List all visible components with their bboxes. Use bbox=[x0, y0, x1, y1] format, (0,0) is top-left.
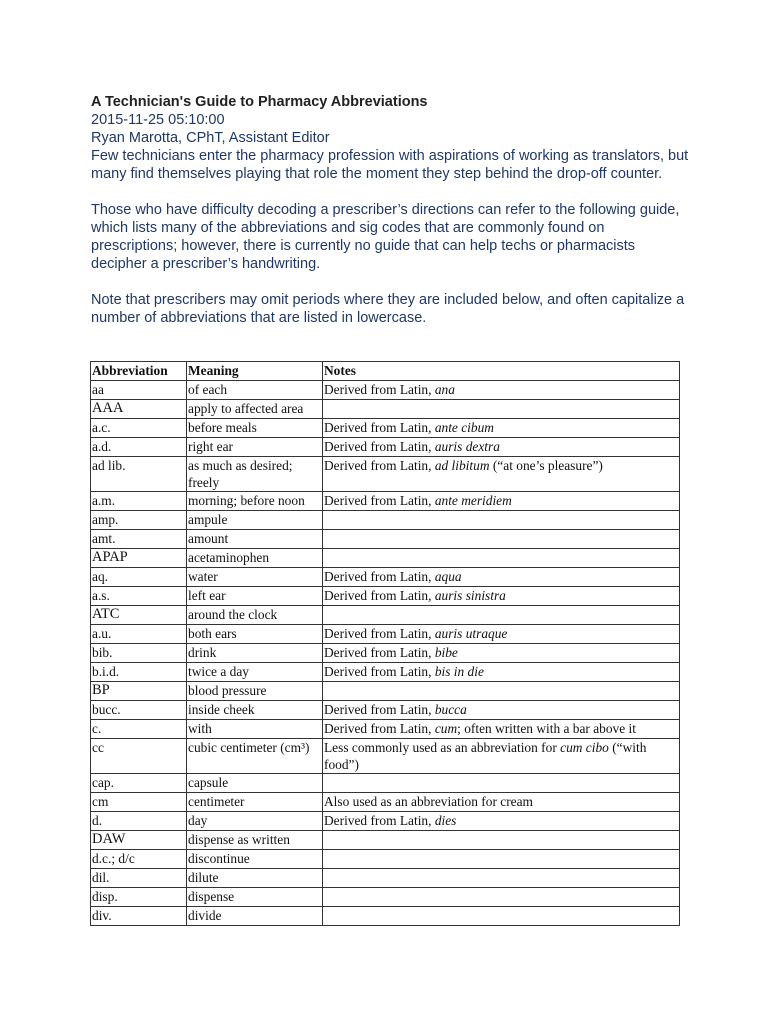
meaning-cell: right ear bbox=[187, 438, 323, 457]
meaning-cell: drink bbox=[187, 644, 323, 663]
meaning-cell: dispense as written bbox=[187, 831, 323, 850]
table-row bbox=[91, 381, 680, 400]
meaning-cell: divide bbox=[187, 907, 323, 926]
table-row bbox=[91, 400, 680, 419]
meaning-cell: with bbox=[187, 720, 323, 739]
meaning-cell: ampule bbox=[187, 511, 323, 530]
meaning-cell: blood pressure bbox=[187, 682, 323, 701]
meaning-cell: left ear bbox=[187, 587, 323, 606]
note-latin-term: auris sinistra bbox=[434, 588, 506, 603]
note-text: Derived from Latin, bbox=[324, 664, 435, 679]
meaning-cell: cubic centimeter (cm³) bbox=[187, 739, 323, 774]
note-text-suffix: (“at one’s pleasure”) bbox=[489, 458, 603, 473]
notes-cell bbox=[323, 511, 680, 530]
table-row bbox=[91, 888, 680, 907]
abbreviation-cell: c. bbox=[91, 720, 187, 739]
abbreviation-cell: cm bbox=[91, 793, 187, 812]
note-text: Less commonly used as an abbreviation for bbox=[324, 740, 561, 755]
abbreviation-cell: AAA bbox=[91, 400, 187, 419]
table-row bbox=[91, 457, 680, 492]
abbreviation-cell: a.d. bbox=[91, 438, 187, 457]
abbreviation-cell: aq. bbox=[91, 568, 187, 587]
table-row bbox=[91, 663, 680, 682]
note-latin-term: bucca bbox=[434, 702, 467, 717]
note-text-suffix: (“with food”) bbox=[324, 740, 647, 772]
table-row bbox=[91, 549, 680, 568]
header-abbreviation: Abbreviation bbox=[91, 362, 187, 381]
table-row bbox=[91, 850, 680, 869]
note-latin-term: aqua bbox=[434, 569, 462, 584]
notes-cell bbox=[323, 682, 680, 701]
note-text: Derived from Latin, bbox=[324, 569, 435, 584]
notes-cell bbox=[323, 720, 680, 739]
meaning-cell: apply to affected area bbox=[187, 400, 323, 419]
note-text: Derived from Latin, bbox=[324, 626, 435, 641]
meaning-cell: around the clock bbox=[187, 606, 323, 625]
notes-cell bbox=[323, 793, 680, 812]
note-text: Derived from Latin, bbox=[324, 382, 435, 397]
abbreviation-cell: a.m. bbox=[91, 492, 187, 511]
meaning-cell: before meals bbox=[187, 419, 323, 438]
abbreviation-cell: a.u. bbox=[91, 625, 187, 644]
abbreviation-cell: cc bbox=[91, 739, 187, 774]
meaning-cell: capsule bbox=[187, 774, 323, 793]
table-row bbox=[91, 793, 680, 812]
meaning-cell: morning; before noon bbox=[187, 492, 323, 511]
abbreviation-cell: ATC bbox=[91, 606, 187, 625]
table-row bbox=[91, 438, 680, 457]
notes-cell bbox=[323, 587, 680, 606]
note-paragraph: Note that prescribers may omit periods where they are included below, and often capitalize a number of abbreviations that are listed in lowercase. bbox=[91, 292, 685, 326]
meaning-cell: dispense bbox=[187, 888, 323, 907]
table-header-row bbox=[91, 362, 680, 381]
table-row bbox=[91, 682, 680, 701]
note-latin-term: dies bbox=[434, 813, 457, 828]
abbreviation-cell: d. bbox=[91, 812, 187, 831]
article-author: Ryan Marotta, CPhT, Assistant Editor bbox=[91, 130, 330, 146]
notes-cell bbox=[323, 457, 680, 492]
notes-cell bbox=[323, 831, 680, 850]
notes-cell bbox=[323, 663, 680, 682]
notes-cell bbox=[323, 492, 680, 511]
note-latin-term: ante meridiem bbox=[434, 493, 512, 508]
table-row bbox=[91, 606, 680, 625]
note-text: Also used as an abbreviation for cream bbox=[324, 794, 533, 809]
abbreviation-cell: aa bbox=[91, 381, 187, 400]
abbreviation-table bbox=[90, 361, 680, 926]
notes-cell bbox=[323, 774, 680, 793]
note-latin-term: bibe bbox=[434, 645, 458, 660]
notes-cell bbox=[323, 530, 680, 549]
article-date: 2015-11-25 05:10:00 bbox=[91, 112, 225, 128]
abbreviation-cell: dil. bbox=[91, 869, 187, 888]
notes-cell bbox=[323, 606, 680, 625]
article-title: A Technician's Guide to Pharmacy Abbreviations bbox=[91, 94, 428, 110]
table-row bbox=[91, 869, 680, 888]
abbreviation-cell: DAW bbox=[91, 831, 187, 850]
header-meaning: Meaning bbox=[187, 362, 323, 381]
meaning-cell: day bbox=[187, 812, 323, 831]
notes-cell bbox=[323, 850, 680, 869]
notes-cell bbox=[323, 888, 680, 907]
meaning-cell: twice a day bbox=[187, 663, 323, 682]
meaning-cell: water bbox=[187, 568, 323, 587]
abbreviation-cell: ad lib. bbox=[91, 457, 187, 492]
guide-paragraph: Those who have difficulty decoding a prescriber’s directions can refer to the following guide, which lists many of the abbreviations and sig codes that are commonly found on prescriptions; however, there is currently no guide that can help techs or pharmacists decipher a prescriber’s handwriting. bbox=[91, 202, 680, 272]
intro-paragraph: Few technicians enter the pharmacy profession with aspirations of working as translators, but many find themselves playing that role the moment they step behind the drop-off counter. bbox=[91, 148, 689, 182]
abbreviation-cell: a.c. bbox=[91, 419, 187, 438]
note-text: Derived from Latin, bbox=[324, 588, 435, 603]
abbreviation-cell: b.i.d. bbox=[91, 663, 187, 682]
table-row bbox=[91, 739, 680, 774]
notes-cell bbox=[323, 644, 680, 663]
note-latin-term: ad libitum bbox=[434, 458, 490, 473]
note-text: Derived from Latin, bbox=[324, 813, 435, 828]
table-row bbox=[91, 812, 680, 831]
abbreviation-cell: amt. bbox=[91, 530, 187, 549]
note-latin-term: auris utraque bbox=[434, 626, 508, 641]
meaning-cell: both ears bbox=[187, 625, 323, 644]
note-latin-term: auris dextra bbox=[434, 439, 500, 454]
table-body bbox=[91, 381, 680, 926]
note-latin-term: bis in die bbox=[434, 664, 484, 679]
meaning-cell: acetaminophen bbox=[187, 549, 323, 568]
abbreviation-cell: disp. bbox=[91, 888, 187, 907]
meaning-cell: dilute bbox=[187, 869, 323, 888]
meaning-cell: of each bbox=[187, 381, 323, 400]
table-row bbox=[91, 907, 680, 926]
table-row bbox=[91, 530, 680, 549]
abbreviation-cell: bucc. bbox=[91, 701, 187, 720]
table-row bbox=[91, 587, 680, 606]
note-text: Derived from Latin, bbox=[324, 420, 435, 435]
notes-cell bbox=[323, 419, 680, 438]
note-text: Derived from Latin, bbox=[324, 439, 435, 454]
abbreviation-cell: bib. bbox=[91, 644, 187, 663]
note-latin-term: ana bbox=[434, 382, 455, 397]
note-text: Derived from Latin, bbox=[324, 458, 435, 473]
note-text-suffix: ; often written with a bar above it bbox=[457, 721, 636, 736]
abbreviation-cell: amp. bbox=[91, 511, 187, 530]
abbreviation-cell: a.s. bbox=[91, 587, 187, 606]
notes-cell bbox=[323, 701, 680, 720]
abbreviation-cell: BP bbox=[91, 682, 187, 701]
note-text: Derived from Latin, bbox=[324, 493, 435, 508]
table-row bbox=[91, 644, 680, 663]
note-text: Derived from Latin, bbox=[324, 721, 435, 736]
note-latin-term: cum bbox=[434, 721, 458, 736]
table-row bbox=[91, 831, 680, 850]
meaning-cell: centimeter bbox=[187, 793, 323, 812]
note-text: Derived from Latin, bbox=[324, 702, 435, 717]
table-row bbox=[91, 511, 680, 530]
meaning-cell: discontinue bbox=[187, 850, 323, 869]
notes-cell bbox=[323, 549, 680, 568]
notes-cell bbox=[323, 869, 680, 888]
header-notes: Notes bbox=[323, 362, 680, 381]
notes-cell bbox=[323, 907, 680, 926]
table-row bbox=[91, 419, 680, 438]
notes-cell bbox=[323, 400, 680, 419]
note-text: Derived from Latin, bbox=[324, 645, 435, 660]
notes-cell bbox=[323, 381, 680, 400]
article-header bbox=[91, 93, 691, 327]
meaning-cell: as much as desired; freely bbox=[187, 457, 323, 492]
notes-cell bbox=[323, 568, 680, 587]
meaning-cell: amount bbox=[187, 530, 323, 549]
table-row bbox=[91, 625, 680, 644]
notes-cell bbox=[323, 739, 680, 774]
notes-cell bbox=[323, 812, 680, 831]
table-row bbox=[91, 774, 680, 793]
notes-cell bbox=[323, 625, 680, 644]
note-latin-term: cum cibo bbox=[560, 740, 609, 755]
abbreviation-cell: cap. bbox=[91, 774, 187, 793]
table-row bbox=[91, 568, 680, 587]
abbreviation-cell: APAP bbox=[91, 549, 187, 568]
abbreviation-cell: d.c.; d/c bbox=[91, 850, 187, 869]
table-row bbox=[91, 492, 680, 511]
table-row bbox=[91, 701, 680, 720]
abbreviation-cell: div. bbox=[91, 907, 187, 926]
note-latin-term: ante cibum bbox=[434, 420, 494, 435]
table-row bbox=[91, 720, 680, 739]
notes-cell bbox=[323, 438, 680, 457]
meaning-cell: inside cheek bbox=[187, 701, 323, 720]
